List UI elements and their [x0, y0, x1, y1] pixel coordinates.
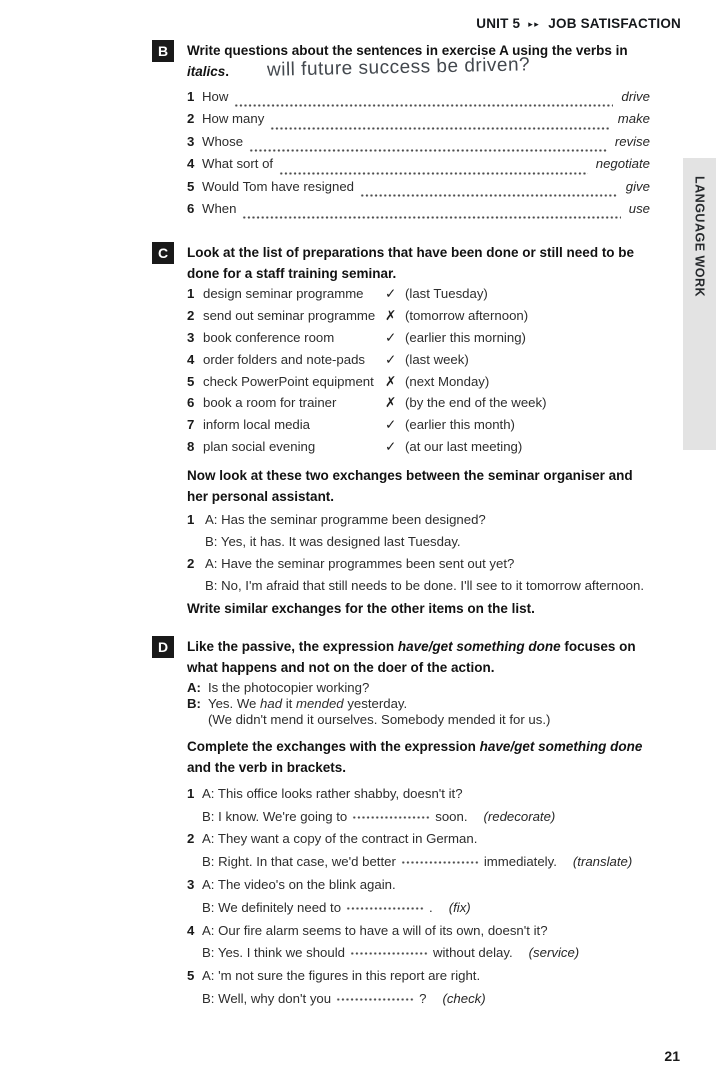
- question-stem: Would Tom have resigned: [202, 178, 354, 194]
- exercise-b-heading-italic: italics: [187, 64, 226, 79]
- dotted-answer-line: [360, 194, 618, 197]
- exercise-d-heading-prefix: Like the passive, the expression: [187, 638, 398, 654]
- time-phrase: (by the end of the week): [405, 395, 547, 411]
- item-number: 2: [187, 308, 195, 324]
- cross-icon: ✗: [385, 373, 397, 389]
- unit-label: UNIT 5: [476, 16, 521, 31]
- task-label: send out seminar programme: [203, 308, 376, 324]
- dialogue-b-line: [202, 897, 650, 920]
- prompt-verb: drive: [621, 89, 650, 104]
- dotted-answer-blank: [401, 861, 479, 864]
- b-text-italic: mended: [295, 695, 344, 711]
- time-phrase: (at our last meeting): [405, 438, 523, 454]
- speaker-b-label: B:: [187, 695, 201, 711]
- dialogue-a-line: [187, 828, 650, 851]
- task-label: order folders and note-pads: [203, 351, 366, 367]
- b-text-part: it: [282, 695, 296, 711]
- instruction-italic: have/get something done: [479, 738, 643, 754]
- b-line-suffix: ?: [419, 990, 427, 1006]
- checkmark-icon: ✓: [385, 438, 397, 454]
- question-row: [187, 111, 650, 133]
- item-number: 2: [187, 831, 195, 847]
- question-stem: How: [202, 89, 229, 104]
- speaker-a-line: A: Our fire alarm seems to have a will of its own, doesn't it?: [202, 922, 548, 938]
- instruction-suffix: and the verb in brackets.: [187, 759, 347, 775]
- speaker-b-text: [208, 696, 650, 712]
- example-a-line: [187, 680, 650, 696]
- exercise-d-letter: D: [152, 636, 174, 658]
- speaker-a-text: Is the photocopier working?: [208, 679, 370, 695]
- b-text-part: Yes. We: [208, 695, 261, 711]
- exercise-b-letter: B: [152, 40, 174, 62]
- exercise-b-items: [187, 89, 650, 223]
- exercise-b: [157, 40, 650, 223]
- item-number: 4: [187, 922, 195, 938]
- checkmark-icon: ✓: [385, 286, 397, 302]
- bracketed-verb: (service): [528, 945, 580, 961]
- speaker-a-line: A: The video's on the blink again.: [202, 876, 396, 892]
- dialogue-item: [187, 874, 650, 920]
- prompt-verb: use: [628, 200, 650, 216]
- exercise-c-closing-instruction: Write similar exchanges for the other items on the list.: [187, 600, 535, 616]
- prompt-verb: negotiate: [595, 156, 650, 172]
- item-number: 3: [187, 133, 195, 149]
- dialogue-b-line: [202, 942, 650, 965]
- question-row: [187, 89, 650, 111]
- prompt-verb: give: [625, 178, 650, 194]
- dotted-answer-line: [279, 172, 588, 175]
- item-number: 8: [187, 438, 195, 454]
- speaker-a-line: A: 'm not sure the figures in this report are right.: [202, 968, 481, 984]
- exchange-a-line: [187, 509, 650, 531]
- dotted-answer-blank: [350, 952, 428, 955]
- list-item: [187, 395, 650, 417]
- b-line-prefix: B: Well, why don't you: [202, 990, 332, 1006]
- question-stem: How many: [202, 111, 265, 127]
- exchange: [187, 509, 650, 553]
- task-label: plan social evening: [203, 438, 316, 454]
- unit-title: JOB SATISFACTION: [548, 16, 681, 31]
- question-stem: Whose: [202, 133, 244, 149]
- b-line-prefix: B: We definitely need to: [202, 899, 342, 915]
- bracketed-verb: (translate): [572, 854, 633, 870]
- item-number: 5: [187, 968, 195, 984]
- bracketed-verb: (check): [442, 990, 486, 1006]
- exercise-c: [157, 242, 650, 618]
- b-line-prefix: B: I know. We're going to: [202, 808, 348, 824]
- dialogue-item: [187, 965, 650, 1011]
- exercise-d-items: [187, 783, 650, 1011]
- speaker-a-line: A: This office looks rather shabby, doesn't it?: [202, 785, 463, 801]
- dotted-answer-blank: [346, 907, 424, 910]
- speaker-a-line: A: Has the seminar programme been designed?: [205, 511, 486, 527]
- b-line-suffix: soon.: [435, 808, 468, 824]
- prompt-verb: revise: [614, 133, 650, 149]
- dialogue-a-line: [187, 783, 650, 806]
- item-number: 1: [187, 511, 195, 527]
- item-number: 4: [187, 351, 195, 367]
- time-phrase: (last week): [405, 351, 469, 367]
- language-work-tab-label: LANGUAGE WORK: [692, 176, 707, 298]
- b-line-suffix: without delay.: [432, 945, 513, 961]
- list-item: [187, 417, 650, 439]
- dotted-answer-line: [249, 149, 607, 152]
- b-text-italic: had: [260, 695, 283, 711]
- task-label: book conference room: [203, 329, 335, 345]
- task-label: check PowerPoint equipment: [203, 373, 374, 389]
- list-item: [187, 352, 650, 374]
- b-text-part: yesterday.: [343, 695, 408, 711]
- dotted-answer-line: [270, 127, 609, 130]
- speaker-a-label: A:: [187, 679, 201, 695]
- dialogue-b-line: [202, 806, 650, 829]
- task-label: design seminar programme: [203, 286, 364, 302]
- list-item: [187, 308, 650, 330]
- page-content: [157, 40, 650, 1011]
- speaker-b-line: B: Yes, it has. It was designed last Tuesday.: [205, 533, 461, 549]
- item-number: 1: [187, 89, 195, 104]
- speaker-a-line: A: Have the seminar programmes been sent out yet?: [205, 555, 515, 571]
- exchange-a-line: [187, 553, 650, 575]
- item-number: 4: [187, 156, 195, 172]
- question-stem: What sort of: [202, 156, 274, 172]
- exercise-d-heading-suffix: focuses on what happens and not on the doer of the action.: [187, 638, 636, 675]
- dialogue-b-line: [202, 851, 650, 874]
- exercise-d: [157, 636, 650, 1011]
- question-row: [187, 156, 650, 178]
- item-number: 3: [187, 329, 195, 345]
- item-number: 5: [187, 178, 195, 194]
- checkmark-icon: ✓: [385, 351, 397, 367]
- b-line-prefix: B: Yes. I think we should: [202, 945, 345, 961]
- prompt-verb: make: [617, 111, 650, 127]
- time-phrase: (tomorrow afternoon): [405, 308, 529, 324]
- time-phrase: (last Tuesday): [405, 286, 488, 302]
- question-stem: When: [202, 200, 237, 216]
- exercise-d-heading-italic: have/get something done: [397, 638, 561, 654]
- example-b-line: [187, 696, 650, 712]
- exercise-c-letter: C: [152, 242, 174, 264]
- time-phrase: (earlier this morning): [405, 329, 526, 345]
- item-number: 2: [187, 555, 195, 571]
- exercise-c-heading: Look at the list of preparations that have been done or still need to be done for a staff training seminar.: [187, 245, 635, 282]
- example-note: (We didn't mend it ourselves. Somebody mended it for us.): [208, 711, 551, 727]
- example-exchanges: [187, 509, 650, 597]
- dialogue-a-line: [187, 874, 650, 897]
- b-line-suffix: .: [429, 899, 433, 915]
- page-number: 21: [664, 1048, 680, 1064]
- preparation-list: [187, 286, 650, 460]
- language-work-tab: [683, 158, 716, 450]
- checkmark-icon: ✓: [385, 417, 397, 433]
- dialogue-item: [187, 920, 650, 966]
- exercise-c-subheading: Now look at these two exchanges between the seminar organiser and her personal assistant.: [187, 467, 633, 504]
- checkmark-icon: ✓: [385, 329, 397, 345]
- cross-icon: ✗: [385, 395, 397, 411]
- speaker-a-line: A: They want a copy of the contract in German.: [202, 831, 478, 847]
- bracketed-verb: (redecorate): [483, 808, 556, 824]
- dotted-answer-line: [242, 216, 620, 219]
- grammar-example: [187, 680, 650, 728]
- exchange: [187, 553, 650, 597]
- list-item: [187, 286, 650, 308]
- speaker-b-line: B: No, I'm afraid that still needs to be done. I'll see to it tomorrow afternoon.: [205, 577, 644, 593]
- dotted-answer-blank: [352, 816, 430, 819]
- exercise-b-heading-suffix: .: [225, 64, 230, 79]
- list-item: [187, 374, 650, 396]
- item-number: 3: [187, 876, 195, 892]
- exercise-d-heading: [187, 636, 650, 678]
- item-number: 6: [187, 200, 195, 216]
- item-number: 1: [187, 286, 195, 302]
- handwritten-answer: will future success be driven?: [266, 54, 531, 81]
- dialogue-a-line: [187, 920, 650, 943]
- list-item: [187, 439, 650, 461]
- page-header: [476, 16, 681, 31]
- item-number: 5: [187, 373, 195, 389]
- instruction-prefix: Complete the exchanges with the expression: [187, 738, 480, 754]
- item-number: 6: [187, 395, 195, 411]
- dotted-answer-line: [234, 104, 613, 107]
- b-line-prefix: B: Right. In that case, we'd better: [202, 854, 396, 870]
- question-row: [187, 179, 650, 201]
- item-number: 1: [187, 785, 195, 801]
- b-line-suffix: immediately.: [483, 854, 557, 870]
- question-row: [187, 134, 650, 156]
- cross-icon: ✗: [385, 308, 397, 324]
- task-label: inform local media: [203, 417, 311, 433]
- question-row: [187, 201, 650, 223]
- list-item: [187, 330, 650, 352]
- time-phrase: (next Monday): [405, 373, 490, 389]
- task-label: book a room for trainer: [203, 395, 337, 411]
- bracketed-verb: (fix): [448, 899, 471, 915]
- item-number: 2: [187, 111, 195, 127]
- dialogue-item: [187, 828, 650, 874]
- exercise-b-heading-prefix: Write questions about the sentences in exercise A using the verbs in: [187, 43, 628, 58]
- dialogue-b-line: [202, 988, 650, 1011]
- time-phrase: (earlier this month): [405, 417, 515, 433]
- exercise-d-instruction: [187, 736, 650, 778]
- dialogue-a-line: [187, 965, 650, 988]
- double-arrow-icon: ▸▸: [528, 18, 541, 29]
- dotted-answer-blank: [336, 998, 414, 1001]
- item-number: 7: [187, 417, 195, 433]
- dialogue-item: [187, 783, 650, 829]
